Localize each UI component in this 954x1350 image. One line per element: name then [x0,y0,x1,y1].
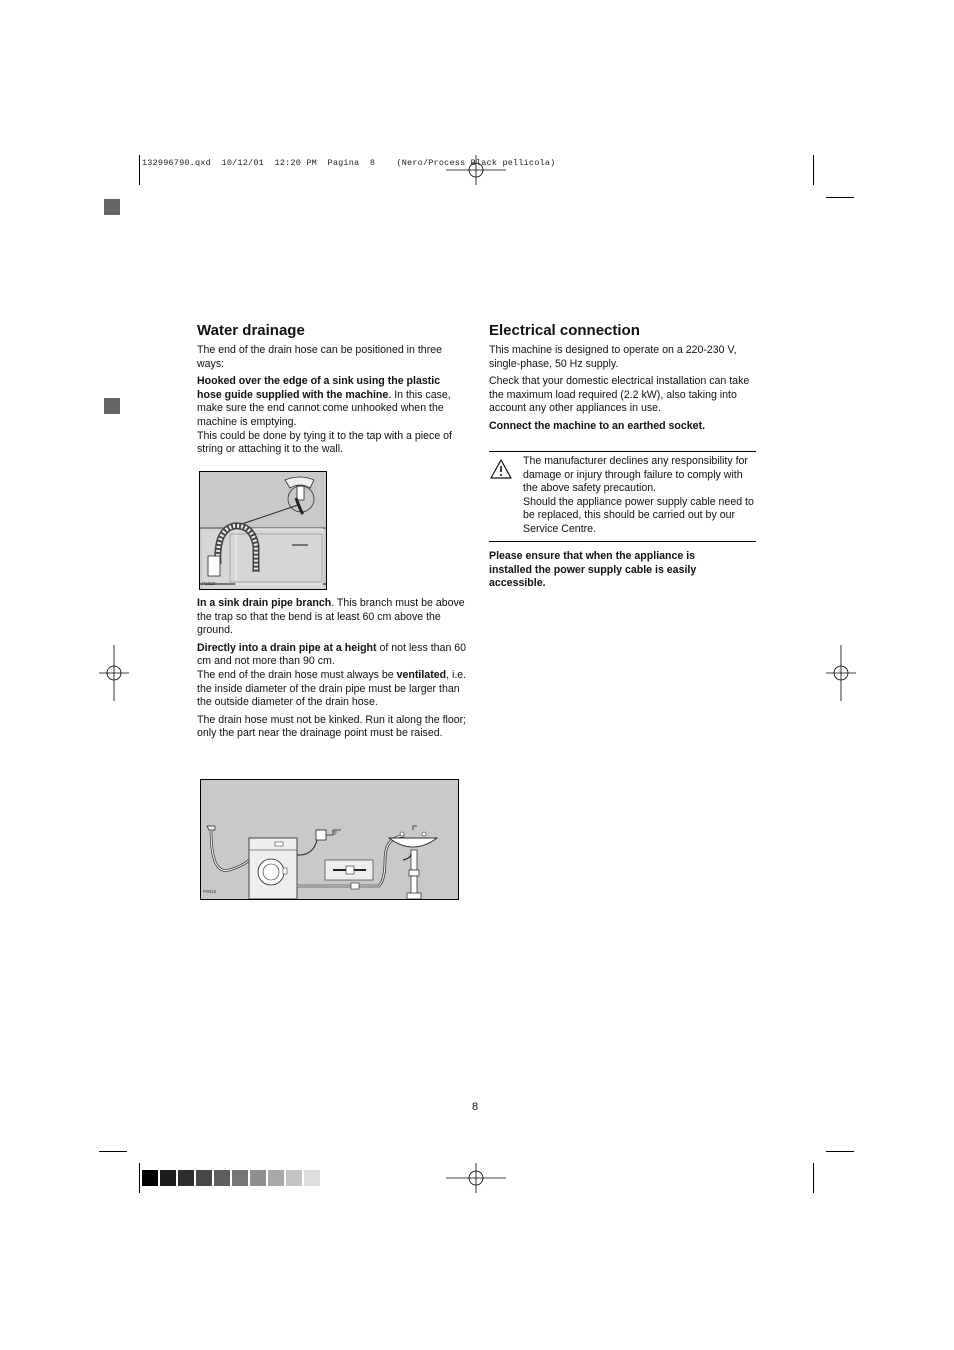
color-swatch [196,1170,212,1186]
warning-cable-replacement: Should the appliance power supply cable need to be replaced, this should be carried out by our Service Centre. [523,495,754,535]
electrical-connection-section [489,322,759,438]
warning-responsibility: The manufacturer declines any responsibility for damage or injury through failure to comply with the above safety precaution. [523,455,748,495]
crop-mark [813,1163,814,1193]
option-sink-edge: Hooked over the edge of a sink using the plastic hose guide supplied with the machine. In this case, make sure the end cannot come unhooked when the machine is emptying. [197,375,451,428]
warning-triangle-icon [490,459,512,479]
color-swatch [160,1170,176,1186]
grayscale-color-bar [142,1170,320,1186]
figure-code: P0013 [203,889,217,894]
sink-edge-illustration [199,471,327,590]
earthed-socket-paragraph: Connect the machine to an earthed socket. [489,419,706,432]
warning-text [523,455,757,537]
crop-mark [139,1163,140,1193]
crop-mark [813,155,814,185]
registration-mark-bottom [446,1163,506,1193]
color-swatch [250,1170,266,1186]
crop-mark [139,155,140,185]
warning-box [489,451,756,542]
figure-code: P1023 [202,581,216,586]
color-swatch [286,1170,302,1186]
section-title: Water drainage [197,322,305,339]
option-sink-edge-note: This could be done by tying it to the tap with a piece of string or attaching it to the wall. [197,429,452,456]
water-drainage-section-cont [197,597,467,745]
page-number: 8 [472,1101,479,1113]
color-swatch [304,1170,320,1186]
section-title: Electrical connection [489,322,640,339]
color-swatch [268,1170,284,1186]
grey-marker [104,398,120,414]
color-swatch [232,1170,248,1186]
option-drain-branch: In a sink drain pipe branch. This branch must be above the trap so that the bend is at least 60 cm above the ground. [197,597,465,637]
kink-warning: The drain hose must not be kinked. Run it along the floor; only the part near the drainage point must be raised. [197,713,467,740]
water-drainage-section [197,322,467,461]
intro-paragraph: The end of the drain hose can be positioned in three ways: [197,344,443,370]
registration-mark-top [446,155,506,185]
crop-mark [826,197,854,198]
ventilation-note: The end of the drain hose must always be ventilated, i.e. the inside diameter of the drain pipe must be larger than the outside diameter of the drain hose. [197,668,467,709]
color-swatch [142,1170,158,1186]
registration-mark-right [826,645,856,701]
option-drain-pipe: Directly into a drain pipe at a height of not less than 60 cm and not more than 90 cm. [197,641,467,668]
crop-mark [99,1151,127,1152]
load-paragraph: Check that your domestic electrical installation can take the maximum load required (2.2 kW), also taking into account any other appliances in use. [489,375,750,415]
color-swatch [214,1170,230,1186]
supply-paragraph: This machine is designed to operate on a 220-230 V, single-phase, 50 Hz supply. [489,344,737,370]
slug-line: 132996790.qxd 10/12/01 12:20 PM Pagina 8 (Nero/Process Black pellicola) [142,158,556,168]
color-swatch [178,1170,194,1186]
crop-mark [826,1151,854,1152]
accessible-cable-note: Please ensure that when the appliance is installed the power supply cable is easily accessible. [489,550,697,590]
drain-layout-illustration [200,779,459,900]
grey-marker [104,199,120,215]
registration-mark-left [99,645,129,701]
